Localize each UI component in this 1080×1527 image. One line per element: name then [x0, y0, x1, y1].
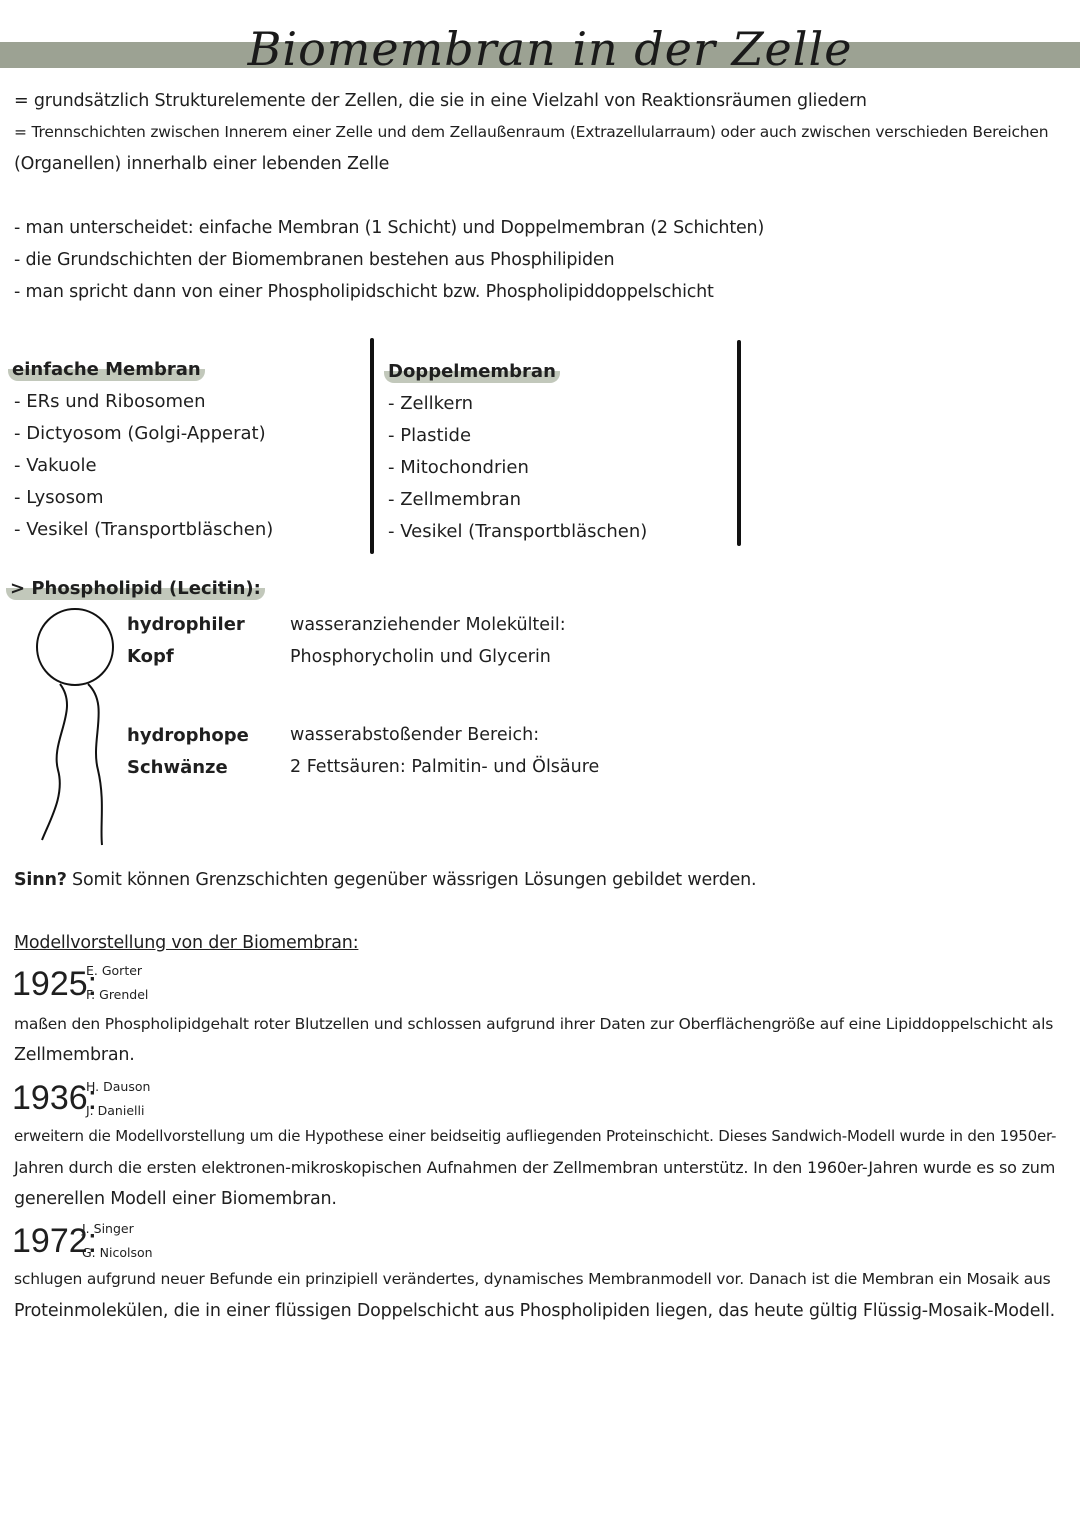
model-text: Proteinmolekülen, die in einer flüssigen Doppelschicht aus Phospholipiden liegen, das heute gültig Flüssig-Mosaik-Modell.: [14, 1301, 1055, 1321]
bullet-3: - man spricht dann von einer Phospholipidschicht bzw. Phospholipiddoppelschicht: [14, 282, 714, 302]
author-name: H. Dauson: [86, 1079, 151, 1094]
model-text: maßen den Phospholipidgehalt roter Blutzellen und schlossen aufgrund ihrer Daten zur Oberflächengröße auf eine Lipiddoppelschicht als: [14, 1015, 1054, 1033]
einfache-item: - Dictyosom (Golgi-Apperat): [14, 423, 266, 444]
column-divider-right: [737, 340, 741, 546]
doppel-item: - Zellkern: [388, 393, 473, 414]
head-desc-2: Phosphorycholin und Glycerin: [290, 647, 551, 667]
intro-line-2: = Trennschichten zwischen Innerem einer Zelle und dem Zellaußenraum (Extrazellularraum) oder auch zwischen verschieden Bereichen: [14, 123, 1049, 141]
einfache-item: - Vakuole: [14, 455, 97, 476]
author-name: F. Grendel: [86, 987, 149, 1002]
doppelmembran-heading: Doppelmembran: [384, 361, 560, 383]
bullet-1: - man unterscheidet: einfache Membran (1 Schicht) und Doppelmembran (2 Schichten): [14, 218, 765, 238]
author-name: E. Gorter: [86, 963, 143, 978]
model-text: Zellmembran.: [14, 1045, 135, 1065]
einfache-item: - Lysosom: [14, 487, 104, 508]
einfache-item: - ERs und Ribosomen: [14, 391, 206, 412]
author-name: J. Danielli: [86, 1103, 145, 1118]
model-text: Jahren durch die ersten elektronen-mikroskopischen Aufnahmen der Zellmembran unterstütz. In den 1960er-Jahren wurde es so zum: [14, 1158, 1056, 1177]
tail-label-1: hydrophope: [127, 725, 249, 746]
model-text: schlugen aufgrund neuer Befunde ein prinzipiell verändertes, dynamisches Membranmodell vor. Danach ist die Membran ein Mosaik aus: [14, 1270, 1051, 1288]
year-1925: 1925:: [12, 965, 98, 1003]
model-heading: Modellvorstellung von der Biomembran:: [14, 933, 359, 953]
sinn-text: Somit können Grenzschichten gegenüber wässrigen Lösungen gebildet werden.: [72, 870, 757, 890]
page-title: Biomembran in der Zelle: [247, 22, 853, 76]
author-name: G. Nicolson: [82, 1245, 153, 1260]
intro-line-3: (Organellen) innerhalb einer lebenden Zelle: [14, 154, 390, 174]
author-name: J. Singer: [82, 1221, 134, 1236]
head-label-1: hydrophiler: [127, 614, 245, 635]
doppel-item: - Zellmembran: [388, 489, 522, 510]
doppel-item: - Vesikel (Transportbläschen): [388, 521, 648, 542]
year-1972: 1972:: [12, 1222, 98, 1260]
tail-desc-1: wasserabstoßender Bereich:: [290, 725, 540, 745]
einfache-membran-heading: einfache Membran: [8, 359, 205, 381]
sinn-label: Sinn?: [14, 870, 67, 890]
einfache-item: - Vesikel (Transportbläschen): [14, 519, 274, 540]
phospholipid-heading: > Phospholipid (Lecitin):: [6, 578, 265, 600]
model-text: erweitern die Modellvorstellung um die Hypothese einer beidseitig aufliegenden Proteinschicht. Dieses Sandwich-Modell wurde in den 1950er-: [14, 1127, 1057, 1145]
model-text: generellen Modell einer Biomembran.: [14, 1189, 337, 1209]
bullet-2: - die Grundschichten der Biomembranen bestehen aus Phosphilipiden: [14, 250, 615, 270]
head-desc-1: wasseranziehender Molekülteil:: [290, 615, 566, 635]
column-divider: [370, 338, 374, 554]
doppel-item: - Mitochondrien: [388, 457, 529, 478]
intro-line-1: = grundsätzlich Strukturelemente der Zellen, die sie in eine Vielzahl von Reaktionsräumen gliedern: [14, 91, 867, 111]
tail-desc-2: 2 Fettsäuren: Palmitin- und Ölsäure: [290, 757, 600, 777]
sinn-line: [14, 869, 756, 891]
head-label-2: Kopf: [127, 646, 174, 667]
year-1936: 1936:: [12, 1079, 98, 1117]
doppel-item: - Plastide: [388, 425, 472, 446]
phospholipid-drawing: [20, 600, 130, 850]
tail-label-2: Schwänze: [127, 757, 228, 778]
